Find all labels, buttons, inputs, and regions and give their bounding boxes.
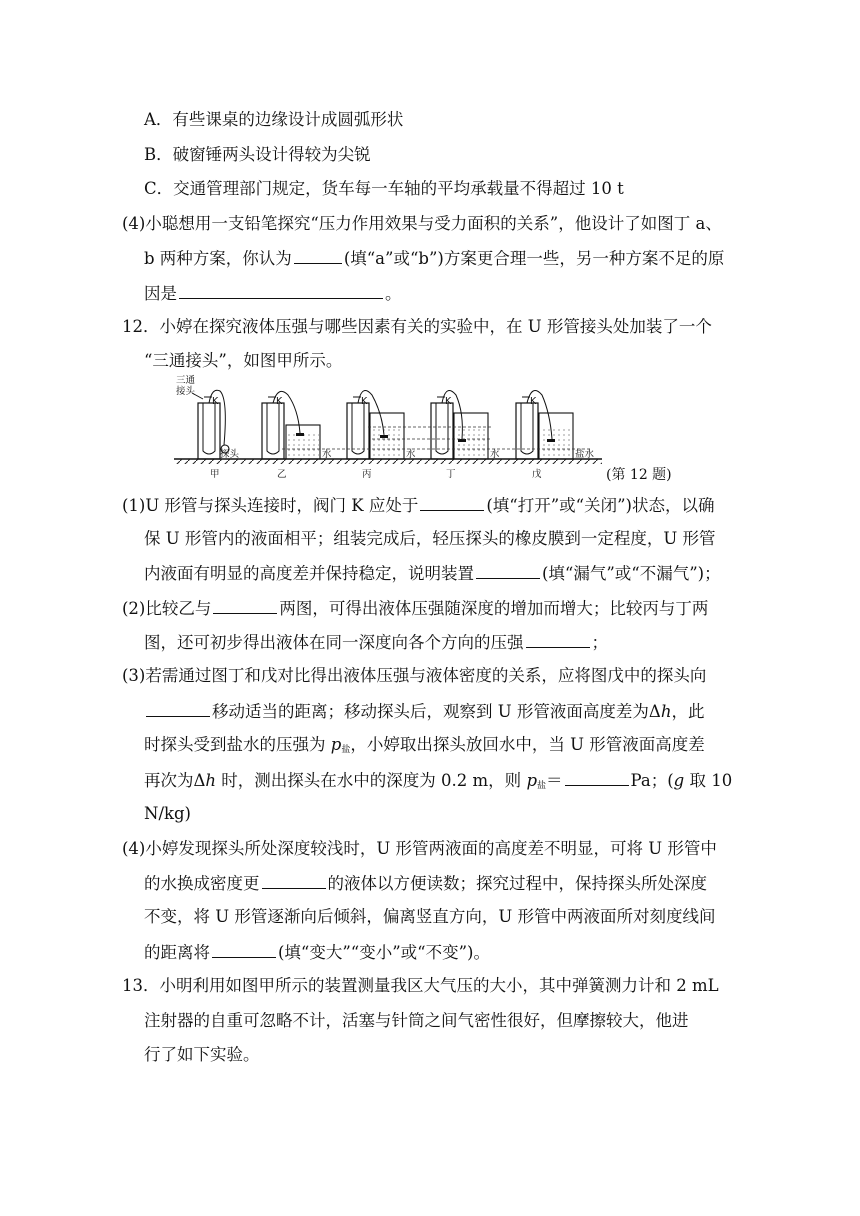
fig-label-yi: 乙 <box>277 469 287 480</box>
q13-line2: 注射器的自重可忽略不计，活塞与针筒之间气密性很好，但摩擦较大，他进 <box>144 1011 689 1030</box>
q12-4-line1: (4)小婷发现探头所处深度较浅时，U 形管两液面的高度差不明显，可将 U 形管中 <box>122 839 717 858</box>
option-c: C．交通管理部门规定，货车每一车轴的平均承载量不得超过 10 t <box>144 179 624 198</box>
q12-1-line1: (1)U 形管与探头连接时，阀门 K 应处于 (填“打开”或“关闭”)状态，以确 <box>122 496 715 515</box>
tee-label-l2: 接头 <box>176 386 196 397</box>
q12-3-line5: N/kg) <box>144 804 191 823</box>
water-label: 水 <box>490 449 500 460</box>
water-label: 水 <box>322 449 332 460</box>
q12-4-line3: 不变，将 U 形管逐渐向后倾斜，偏离竖直方向，U 形管中两液面所对刻度线间 <box>144 907 716 926</box>
q12-3-line4: 再次为Δh 时，测出探头在水中的深度为 0.2 m，则 $p_盐= Pa$；(g 取 10 <box>144 771 733 791</box>
valve-k-label: K <box>361 396 368 407</box>
answer-blank[interactable] <box>526 631 590 648</box>
valve-k-label: K <box>445 396 452 407</box>
fig-label-jia: 甲 <box>210 469 220 480</box>
q12-2-line2: 图，还可初步得出液体在同一深度向各个方向的压强 ； <box>144 633 608 652</box>
q12-2-line1: (2)比较乙与 两图，可得出液体压强随深度的增加而增大；比较丙与丁两 <box>122 599 709 618</box>
fig-label-bing: 丙 <box>362 469 372 480</box>
q12-stem-line2: “三通接头”，如图甲所示。 <box>144 351 343 370</box>
q12-4-line4: 的距离将 (填“变大”“变小”或“不变”)。 <box>144 943 490 962</box>
u-tube-experiment-figure <box>172 373 612 483</box>
answer-blank[interactable] <box>179 282 383 299</box>
q11-4-line2: b 两种方案，你认为 (填“a”或“b”)方案更合理一些，另一种方案不足的原 <box>144 249 725 268</box>
answer-blank[interactable] <box>420 494 484 511</box>
q12-4-line2: 的水换成密度更 的液体以方便读数；探究过程中，保持探头所处深度 <box>144 874 707 893</box>
fig-label-wu: 戊 <box>532 469 542 480</box>
q11-4-line3: 因是 。 <box>144 284 402 303</box>
valve-k-label: K <box>212 396 219 407</box>
answer-blank[interactable] <box>476 562 540 579</box>
q13-line1: 13．小明利用如图甲所示的装置测量我区大气压的大小，其中弹簧测力计和 2 mL <box>122 976 719 995</box>
valve-k-label: K <box>276 396 283 407</box>
valve-k-label: K <box>530 396 537 407</box>
fig-label-ding: 丁 <box>446 469 456 480</box>
q13-line3: 行了如下实验。 <box>144 1045 260 1064</box>
water-label: 水 <box>406 449 416 460</box>
q12-1-line2: 保 U 形管内的液面相平；组装完成后，轻压探头的橡皮膜到一定程度，U 形管 <box>144 529 716 548</box>
figure-caption: (第 12 题) <box>606 467 672 483</box>
probe-label: 探头 <box>220 449 240 460</box>
q12-3-line2: 移动适当的距离；移动探头后，观察到 U 形管液面高度差为Δh，此 <box>144 700 704 723</box>
answer-blank[interactable] <box>565 769 629 786</box>
q11-4-line1: (4)小聪想用一支铅笔探究“压力作用效果与受力面积的关系”，他设计了如图丁 a、 <box>122 214 722 233</box>
q12-3-line3: 时探头受到盐水的压强为 $p_盐$，小婷取出探头放回水中，当 U 形管液面高度差 <box>144 735 705 755</box>
option-a: A．有些课桌的边缘设计成圆弧形状 <box>144 110 404 129</box>
answer-blank[interactable] <box>212 941 276 958</box>
q12-3-line1: (3)若需通过图丁和戊对比得出液体压强与液体密度的关系，应将图戊中的探头向 <box>122 666 707 685</box>
answer-blank[interactable] <box>213 597 277 614</box>
answer-blank[interactable] <box>294 247 342 264</box>
tee-label-l1: 三通 <box>176 375 196 386</box>
answer-blank[interactable] <box>262 872 326 889</box>
answer-blank[interactable] <box>146 700 210 717</box>
q12-1-line3: 内液面有明显的高度差并保持稳定，说明装置 (填“漏气”或“不漏气”)； <box>144 564 721 583</box>
option-b: B．破窗锤两头设计得较为尖锐 <box>144 145 371 164</box>
saltwater-label: 盐水 <box>575 449 595 460</box>
q12-stem-line1: 12．小婷在探究液体压强与哪些因素有关的实验中，在 U 形管接头处加装了一个 <box>122 317 712 336</box>
